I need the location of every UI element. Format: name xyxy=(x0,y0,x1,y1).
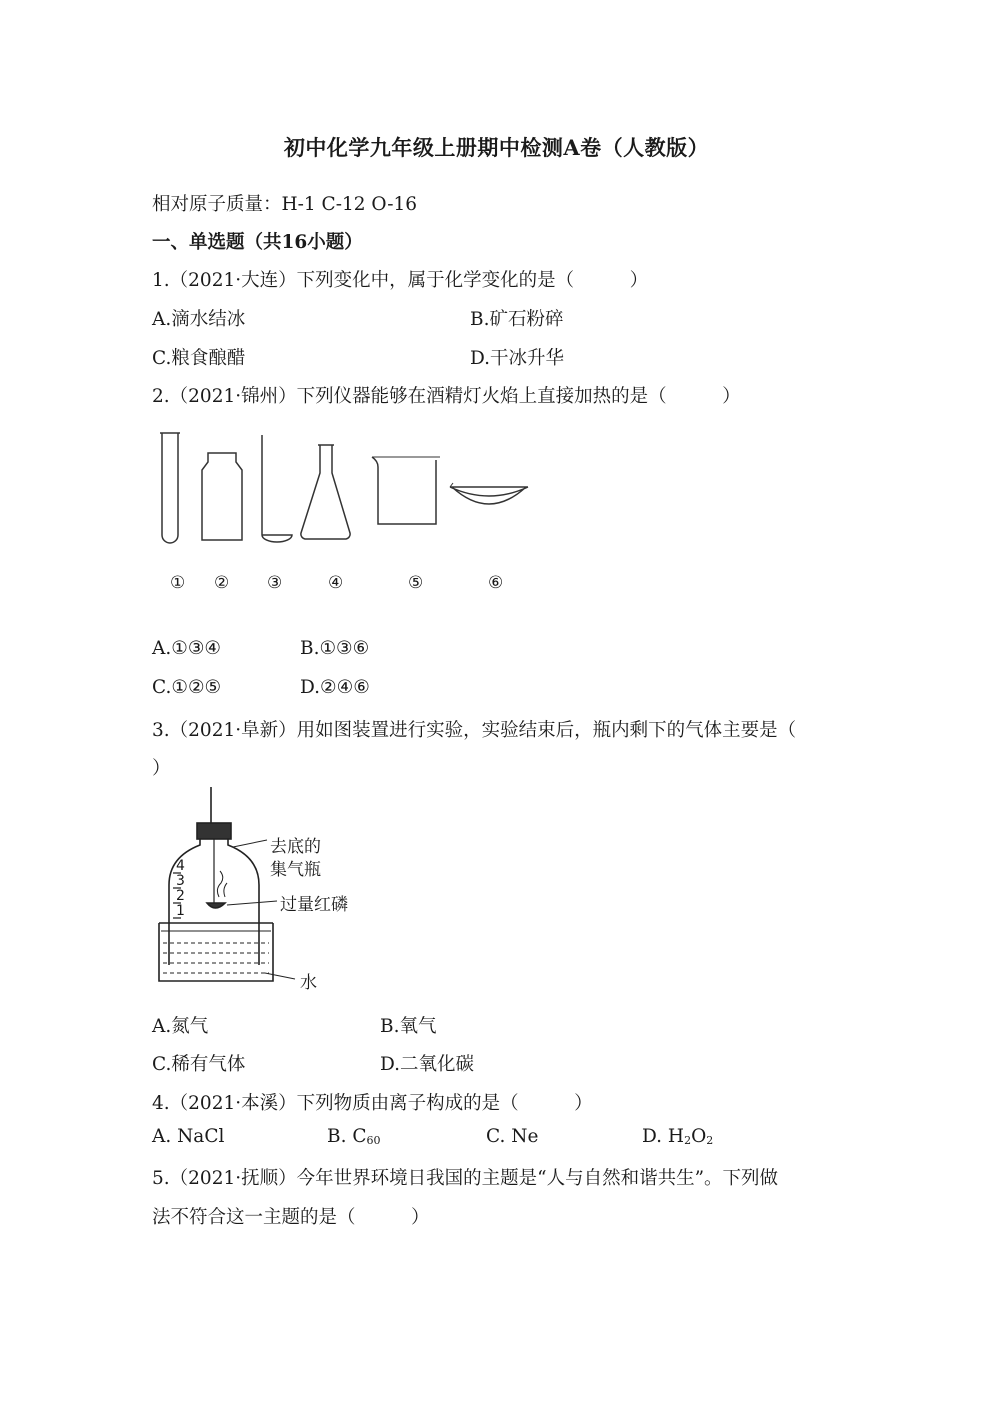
label-bottle-line2: 集气瓶 xyxy=(270,860,321,880)
apparatus-label-4: ④ xyxy=(328,573,344,593)
scale-label-1: 1 xyxy=(176,903,185,919)
conical-flask-icon xyxy=(301,445,350,539)
q3-option-b: B.氧气 xyxy=(380,1016,437,1037)
section-heading: 一、单选题（共16小题） xyxy=(152,232,363,253)
q1-stem: 1.（2021·大连）下列变化中，属于化学变化的是（ ） xyxy=(152,270,649,291)
q3-option-d: D.二氧化碳 xyxy=(380,1054,475,1075)
apparatus-label-6: ⑥ xyxy=(488,573,504,593)
scale-label-2: 2 xyxy=(176,888,185,904)
rubber-stopper-icon xyxy=(197,823,231,839)
q4-option-d: D. $H_2O_2$ xyxy=(642,1126,714,1147)
q1-option-d: D.干冰升华 xyxy=(470,348,565,369)
q2-option-a: A.①③④ xyxy=(152,638,221,659)
q5-stem-line1: 5.（2021·抚顺）今年世界环境日我国的主题是“人与自然和谐共生”。下列做 xyxy=(152,1168,779,1189)
label-water: 水 xyxy=(300,973,317,993)
q2-option-c: C.①②⑤ xyxy=(152,677,222,698)
q2-stem: 2.（2021·锦州）下列仪器能够在酒精灯火焰上直接加热的是（ ） xyxy=(152,386,741,407)
evaporating-dish-icon xyxy=(450,487,528,504)
q3-option-c: C.稀有气体 xyxy=(152,1054,246,1075)
q3-option-a: A.氮气 xyxy=(152,1016,209,1037)
q1-option-b: B.矿石粉碎 xyxy=(470,309,564,330)
apparatus-label-1: ① xyxy=(170,573,186,593)
q1-option-c: C.粮食酿醋 xyxy=(152,348,246,369)
q4-option-a: A. NaCl xyxy=(152,1126,225,1147)
apparatus-label-3: ③ xyxy=(267,573,283,593)
reagent-bottle-icon xyxy=(202,453,242,540)
q1-option-a: A.滴水结冰 xyxy=(152,309,246,330)
q3-stem-line1: 3.（2021·阜新）用如图装置进行实验，实验结束后，瓶内剩下的气体主要是（ xyxy=(152,720,797,741)
apparatus-label-5: ⑤ xyxy=(408,573,424,593)
scale-label-3: 3 xyxy=(176,873,185,889)
q3-stem-line2: ） xyxy=(152,758,171,779)
test-tube-icon xyxy=(160,433,180,543)
q2-option-b: B.①③⑥ xyxy=(300,638,370,659)
lab-apparatus-figure xyxy=(150,425,550,555)
scale-label-4: 4 xyxy=(176,858,185,874)
page-title: 初中化学九年级上册期中检测A卷（人教版） xyxy=(283,135,710,160)
combustion-spoon-icon xyxy=(262,435,292,542)
q5-stem-line2: 法不符合这一主题的是（ ） xyxy=(152,1207,430,1228)
burning-spoon-icon xyxy=(207,903,225,908)
beaker-icon xyxy=(372,457,436,524)
label-bottle-line1: 去底的 xyxy=(270,837,321,857)
q4-option-c: C. Ne xyxy=(486,1126,539,1147)
water-trough-icon xyxy=(159,923,273,981)
q4-option-b: B. $C_{60}$ xyxy=(327,1126,381,1147)
apparatus-label-2: ② xyxy=(214,573,230,593)
q4-stem: 4.（2021·本溪）下列物质由离子构成的是（ ） xyxy=(152,1093,593,1114)
atomic-mass-line: 相对原子质量：H-1 C-12 O-16 xyxy=(152,194,417,215)
q2-option-d: D.②④⑥ xyxy=(300,677,370,698)
label-red-phosphorus: 过量红磷 xyxy=(280,895,348,915)
